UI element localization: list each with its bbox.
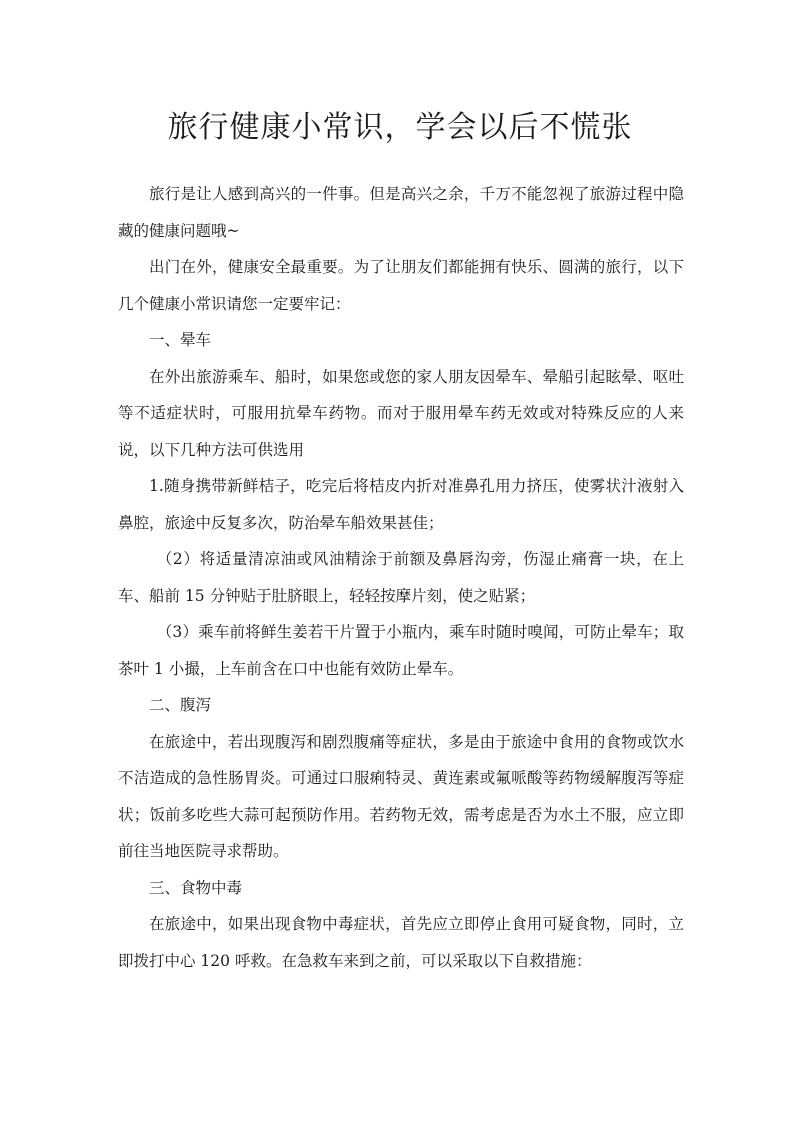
- document-body: [118, 176, 684, 979]
- document-title: 旅行健康小常识，学会以后不慌张: [167, 110, 633, 145]
- list-item-ginger: （3）乘车前将鲜生姜若干片置于小瓶内，乘车时随时嗅闻，可防止晕车；取茶叶 1 小撮，上车前含在口中也能有效防止晕车。: [118, 623, 684, 678]
- paragraph-intro: 旅行是让人感到高兴的一件事。但是高兴之余，千万不能忽视了旅游过程中隐藏的健康问题哦~: [118, 185, 684, 240]
- paragraph-diarrhea: 在旅途中，若出现腹泻和剧烈腹痛等症状，多是由于旅途中食用的食物或饮水不洁造成的急性肠胃炎。可通过口服痢特灵、黄连素或氟哌酸等药物缓解腹泻等症状；饭前多吃些大蒜可起预防作用。若药物无效，需考虑是否为水土不服，应立即前往当地医院寻求帮助。: [118, 732, 684, 860]
- list-item-cooling-oil: （2）将适量清凉油或风油精涂于前额及鼻唇沟旁，伤湿止痛膏一块，在上车、船前 15 分钟贴于肚脐眼上，轻轻按摩片刻，使之贴紧；: [118, 550, 684, 605]
- paragraph-food-poisoning: 在旅途中，如果出现食物中毒症状，首先应立即停止食用可疑食物，同时，立即拨打中心 120 呼救。在急救车来到之前，可以采取以下自救措施：: [118, 915, 684, 970]
- paragraph-motion-sickness: 在外出旅游乘车、船时，如果您或您的家人朋友因晕车、晕船引起眩晕、呕吐等不适症状时，可服用抗晕车药物。而对于服用晕车药无效或对特殊反应的人来说，以下几种方法可供选用: [118, 367, 684, 459]
- section-heading-food-poisoning: 三、食物中毒: [149, 878, 243, 897]
- section-heading-diarrhea: 二、腹泻: [149, 696, 212, 714]
- paragraph-safety: 出门在外，健康安全最重要。为了让朋友们都能拥有快乐、圆满的旅行，以下几个健康小常识请您一定要牢记：: [118, 258, 684, 313]
- list-item-orange-peel: 1.随身携带新鲜桔子，吃完后将桔皮内折对准鼻孔用力挤压，使雾状汁液射入鼻腔，旅途中反复多次，防治晕车船效果甚佳；: [118, 477, 684, 532]
- section-heading-motion-sickness: 一、晕车: [149, 331, 212, 349]
